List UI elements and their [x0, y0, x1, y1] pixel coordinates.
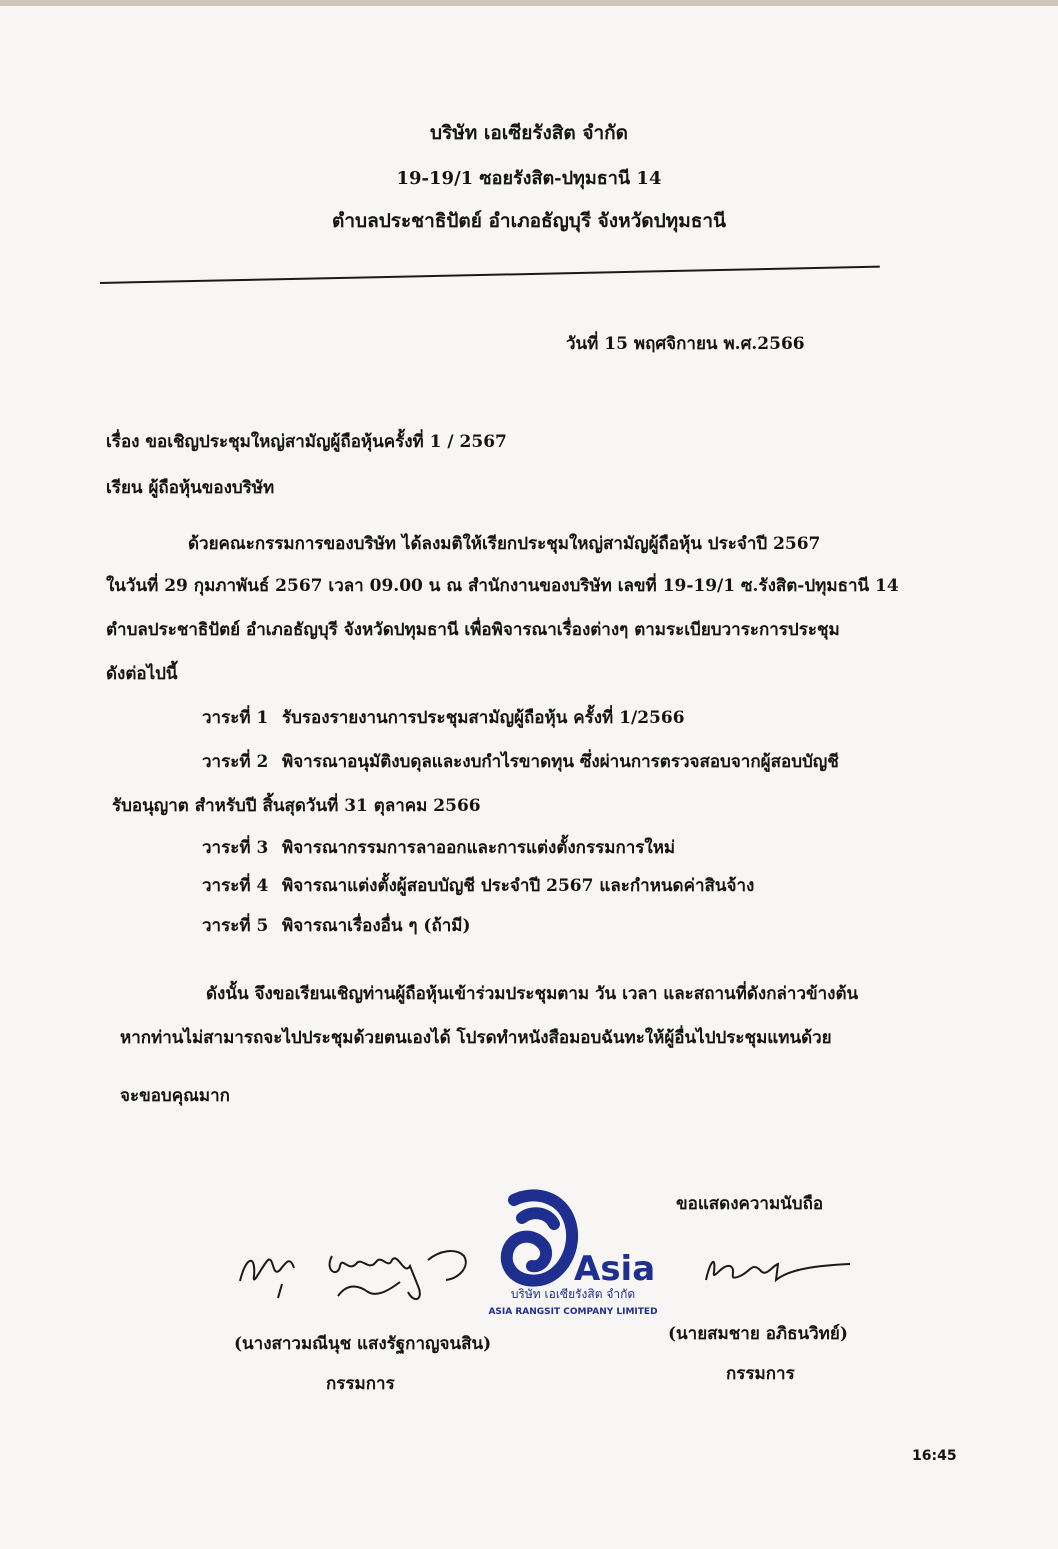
agenda-label: วาระที่ 5	[202, 916, 269, 936]
paper-top-edge	[0, 0, 1058, 6]
letter-recipient: เรียน ผู้ถือหุ้นของบริษัท	[106, 478, 275, 498]
signatory-right-name: (นายสมชาย อภิธนวิทย์)	[668, 1324, 848, 1344]
agenda-text: พิจารณากรรมการลาออกและการแต่งตั้งกรรมการใหม่	[282, 838, 676, 858]
agenda-text: พิจารณาเรื่องอื่น ๆ (ถ้ามี)	[282, 916, 471, 936]
body-line-3: ตำบลประชาธิปัตย์ อำเภอธัญบุรี จังหวัดปทุมธานี เพื่อพิจารณาเรื่องต่างๆ ตามระเบียบวาระการประชุม	[106, 620, 840, 640]
company-logo	[478, 1188, 668, 1328]
agenda-label: วาระที่ 3	[202, 838, 269, 858]
letter-subject: เรื่อง ขอเชิญประชุมใหญ่สามัญผู้ถือหุ้นครั้งที่ 1 / 2567	[106, 432, 507, 452]
closing-line-1: ดังนั้น จึงขอเรียนเชิญท่านผู้ถือหุ้นเข้าร่วมประชุมตาม วัน เวลา และสถานที่ดังกล่าวข้างต้น	[206, 984, 859, 1004]
logo-brand: Asia	[574, 1249, 656, 1289]
agenda-item	[202, 834, 675, 861]
company-name: บริษัท เอเซียรังสิต จำกัด	[429, 122, 629, 144]
agenda-item	[202, 748, 839, 775]
closing-line-3: จะขอบคุณมาก	[120, 1086, 230, 1106]
body-line-1: ด้วยคณะกรรมการของบริษัท ได้ลงมติให้เรียกประชุมใหญ่สามัญผู้ถือหุ้น ประจำปี 2567	[188, 534, 821, 554]
signature-left	[228, 1226, 478, 1306]
body-line-4: ดังต่อไปนี้	[106, 664, 178, 684]
signature-right	[700, 1236, 860, 1296]
agenda-item	[202, 704, 685, 731]
company-address-line1: 19-19/1 ซอยรังสิต-ปทุมธานี 14	[396, 168, 662, 189]
agenda-text: พิจารณาอนุมัติงบดุลและงบกำไรขาดทุน ซึ่งผ่านการตรวจสอบจากผู้สอบบัญชี	[282, 752, 839, 772]
body-line-2: ในวันที่ 29 กุมภาพันธ์ 2567 เวลา 09.00 น ณ สำนักงานของบริษัท เลขที่ 19-19/1 ซ.รังสิต-ปทุมธานี 14	[106, 576, 899, 596]
agenda-text: พิจารณาแต่งตั้งผู้สอบบัญชี ประจำปี 2567 และกำหนดค่าสินจ้าง	[282, 876, 755, 896]
header-divider	[100, 266, 880, 284]
agenda-item-continuation	[112, 792, 481, 819]
signatory-left-title: กรรมการ	[326, 1374, 395, 1394]
logo-thai-name: บริษัท เอเซียรังสิต จำกัด	[510, 1287, 636, 1301]
company-address-line2: ตำบลประชาธิปัตย์ อำเภอธัญบุรี จังหวัดปทุมธานี	[332, 210, 726, 232]
agenda-text: รับอนุญาต สำหรับปี สิ้นสุดวันที่ 31 ตุลาคม 2566	[112, 796, 481, 816]
agenda-item	[202, 872, 754, 899]
agenda-label: วาระที่ 1	[202, 708, 269, 728]
agenda-label: วาระที่ 4	[202, 876, 269, 896]
closing-line-2: หากท่านไม่สามารถจะไปประชุมด้วยตนเองได้ โปรดทำหนังสือมอบฉันทะให้ผู้อื่นไปประชุมแทนด้วย	[120, 1028, 832, 1048]
timestamp: 16:45	[912, 1448, 957, 1464]
agenda-item	[202, 912, 471, 939]
signatory-left-name: (นางสาวมณีนุช แสงรัฐกาญจนสิน)	[234, 1334, 492, 1354]
signatory-right-title: กรรมการ	[726, 1364, 795, 1384]
logo-english-name: ASIA RANGSIT COMPANY LIMITED	[488, 1307, 658, 1317]
regards: ขอแสดงความนับถือ	[676, 1194, 824, 1214]
agenda-text: รับรองรายงานการประชุมสามัญผู้ถือหุ้น ครั้งที่ 1/2566	[282, 708, 685, 728]
letter-date: วันที่ 15 พฤศจิกายน พ.ศ.2566	[566, 334, 805, 354]
agenda-label: วาระที่ 2	[202, 752, 269, 772]
